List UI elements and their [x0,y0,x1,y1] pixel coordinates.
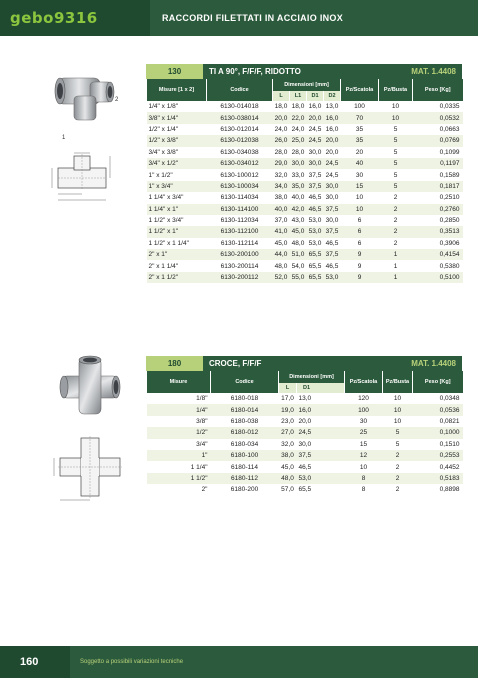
page-number: 160 [20,656,39,668]
table-cell: 5 [393,125,398,133]
table-cell: 37,0 [274,217,288,225]
table-cell: 6130-034038 [220,148,259,156]
table-cell: 43,0 [291,217,305,225]
table-row [147,124,463,135]
table-cell: 24,0 [291,125,305,133]
table-cell: 0,4154 [413,249,463,260]
table-cell: 38,0 [279,450,297,461]
table-cell: 6180-012 [211,427,279,438]
table-cell: 9 [357,262,362,270]
subcol-l1: L1 [290,91,307,101]
table-cell: 46,5 [308,194,322,202]
table-cell: 0,0348 [439,395,460,403]
table-cell: 10 [359,463,368,471]
table-cell: 2 [379,204,413,215]
page-title: RACCORDI FILETTATI IN ACCIAIO INOX [162,13,344,23]
table-cell: 37,5 [324,249,341,260]
table-cell: 35,0 [290,181,307,192]
table-cell: 57,0 [281,486,294,494]
table-row [147,404,463,415]
table-cell: 5 [395,440,400,448]
table-cell: 3/8" x 1/4" [147,112,207,123]
table-cell: 29,0 [273,158,290,169]
table-row [147,101,463,112]
table-cell: 0,5100 [413,272,463,283]
table-cell: 13,0 [298,395,312,403]
table-cell: 2 [393,194,398,202]
table-cell: 30 [359,417,368,425]
product-table-180 [146,371,463,496]
col-busta: Pz/Busta [383,371,413,393]
table-cell: 53,0 [297,473,345,484]
table-cell: 37,5 [297,450,345,461]
table-cell: 5 [393,171,398,179]
table-cell: 1 [393,262,398,270]
col-scatola: Pz/Scatola [341,79,379,101]
table-cell: 5 [393,148,398,156]
table-cell: 53,0 [324,272,341,283]
table-cell: 25,0 [290,135,307,146]
table-cell: 33,0 [291,171,305,179]
product-code: 180 [167,359,182,368]
table-cell: 65,5 [307,272,324,283]
table-cell: 30,0 [307,158,324,169]
table-cell: 46,5 [298,463,312,471]
table-cell: 28,0 [291,148,305,156]
table-cell: 6130-034012 [207,158,273,169]
table-cell: 70 [341,112,379,123]
table-cell: 0,0536 [413,404,463,415]
table-cell: 20,0 [325,148,339,156]
col-scatola: Pz/Scatola [345,371,383,393]
table-cell: 1/4" x 1/8" [148,103,179,111]
table-cell: 24,5 [308,125,322,133]
table-cell: 65,5 [308,262,322,270]
table-cell: 0,8898 [439,486,460,494]
table-cell: 26,0 [273,135,290,146]
col-codice: Codice [211,371,279,393]
table-cell: 6 [357,217,362,225]
table-cell: 1 1/4" [190,463,208,471]
table-cell: 5 [379,135,413,146]
table-cell: 1/8" [196,395,208,403]
table-cell: 3/4" x 1/2" [147,158,207,169]
table-row [147,450,463,461]
product-code: 130 [167,67,182,76]
table-cell: 1/2" [147,427,211,438]
col-misure: Misure [147,371,211,393]
section-title-bar [146,356,462,371]
table-cell: 17,0 [281,395,294,403]
subcol-d1: D1 [307,91,324,101]
table-row [147,260,463,271]
table-row [147,215,463,226]
table-row [147,238,463,249]
section-title-bar [146,64,462,79]
table-cell: 45,0 [281,463,294,471]
table-cell: 100 [345,404,383,415]
table-cell: 1 1/4" x 1" [147,204,207,215]
table-cell: 2 [383,473,413,484]
table-cell: 6180-034 [230,440,259,448]
logo-box [0,0,150,36]
table-cell: 6 [341,226,379,237]
table-row [147,147,463,158]
table-cell: 16,0 [297,404,345,415]
table-cell: 53,0 [307,226,324,237]
table-cell: 2 [395,463,400,471]
table-cell: 37,5 [307,181,324,192]
table-cell: 37,5 [324,204,341,215]
table-cell: 6130-112114 [220,239,259,247]
table-cell: 23,0 [281,417,294,425]
table-cell: 100 [354,103,365,111]
table-cell: 0,1817 [413,181,463,192]
col-misure: Misure [1 x 2] [147,79,207,101]
table-row [147,461,463,472]
tee-drawing [48,150,118,220]
product-name: TI A 90°, F/F/F, RIDOTTO [203,64,462,79]
table-cell: 6130-100012 [220,171,259,179]
table-cell: 46,5 [325,262,339,270]
table-cell: 10 [393,417,402,425]
table-cell: 0,1589 [439,171,460,179]
table-cell: 0,1510 [439,440,460,448]
table-cell: 8 [345,473,383,484]
table-cell: 55,0 [290,272,307,283]
table-cell: 10 [341,204,379,215]
material-label: MAT. 1.4408 [411,67,456,76]
table-cell: 8 [361,486,366,494]
table-cell: 0,2510 [439,194,460,202]
table-row [147,473,463,484]
table-cell: 0,1000 [413,427,463,438]
subcol-d2: D2 [324,91,341,101]
table-cell: 5 [379,181,413,192]
table-cell: 32,0 [274,171,288,179]
table-cell: 24,5 [324,158,341,169]
table-cell: 20,0 [298,417,312,425]
table-cell: 1 1/4" x 3/4" [148,194,184,202]
table-cell: 15 [359,440,368,448]
table-cell: 16,0 [308,103,322,111]
table-cell: 0,2850 [439,217,460,225]
table-row [147,439,463,450]
table-cell: 0,0532 [413,112,463,123]
table-cell: 28,0 [274,148,288,156]
table-cell: 1 [379,272,413,283]
table-cell: 2" x 1 1/2" [147,272,207,283]
table-cell: 6180-114 [231,463,258,471]
cross-drawing [50,432,130,502]
table-row [147,135,463,146]
table-cell: 40,0 [291,194,305,202]
table-row [147,272,463,283]
table-cell: 2 [395,486,400,494]
page-number-box [0,646,70,678]
table-cell: 24,0 [274,125,288,133]
table-cell: 0,1099 [439,148,460,156]
subcol-l: L [273,91,290,101]
table-row [147,158,463,169]
table-cell: 24,5 [297,427,345,438]
table-row [147,112,463,123]
table-cell: 6130-012038 [207,135,273,146]
table-cell: 0,3906 [439,239,460,247]
col-busta: Pz/Busta [379,79,413,101]
table-cell: 30,0 [298,440,312,448]
table-cell: 6180-100 [211,450,279,461]
table-cell: 2" x 1" [147,249,207,260]
table-cell: 65,5 [307,249,324,260]
table-cell: 6180-038 [230,417,259,425]
table-cell: 1 1/2" x 1" [147,226,207,237]
table-cell: 10 [391,103,400,111]
table-cell: 5 [379,158,413,169]
table-cell: 18,0 [274,103,288,111]
table-cell: 6130-200100 [207,249,273,260]
table-cell: 1 1/2" [147,473,211,484]
table-cell: 37,5 [324,226,341,237]
table-cell: 40 [341,158,379,169]
table-cell: 54,0 [291,262,305,270]
table-cell: 6130-100034 [207,181,273,192]
product-table-130 [146,79,463,283]
table-cell: 120 [358,395,369,403]
table-cell: 18,0 [291,103,305,111]
table-cell: 22,0 [290,112,307,123]
table-cell: 9 [341,272,379,283]
footer-note: Soggetto a possibili variazioni tecniche [80,659,184,665]
table-row [147,416,463,427]
table-cell: 48,0 [279,473,297,484]
table-cell: 44,0 [273,249,290,260]
table-cell: 9 [341,249,379,260]
section-130 [146,64,462,283]
table-cell: 6130-114100 [207,204,273,215]
figure-label-2: 2 [115,97,119,103]
table-cell: 30,0 [290,158,307,169]
table-cell: 2 [383,450,413,461]
table-cell: 6130-114034 [220,194,259,202]
table-cell: 1" x 1/2" [148,171,173,179]
table-cell: 5 [383,427,413,438]
table-cell: 0,5380 [439,262,460,270]
table-cell: 3/4" [196,440,208,448]
table-cell: 0,3513 [413,226,463,237]
table-cell: 45,0 [290,226,307,237]
col-peso: Peso [Kg] [413,79,463,101]
table-cell: 6180-112 [211,473,279,484]
col-peso: Peso [Kg] [413,371,463,393]
col-dimensioni: Dimensioni [mm] [279,371,345,383]
table-cell: 10 [393,395,402,403]
table-cell: 1/2" x 1/4" [148,125,179,133]
material-label: MAT. 1.4408 [411,359,456,368]
table-cell: 6 [357,239,362,247]
table-cell: 40,0 [273,204,290,215]
table-cell: 46,5 [307,204,324,215]
table-cell: 20 [355,148,364,156]
col-dimensioni: Dimensioni [mm] [273,79,341,91]
table-cell: 53,0 [308,217,322,225]
table-cell: 6130-112100 [207,226,273,237]
table-cell: 1/4" [147,404,211,415]
page-footer [0,646,478,678]
table-cell: 27,0 [279,427,297,438]
table-cell: 30 [355,171,364,179]
table-cell: 1 1/2" x 1 1/4" [148,239,189,247]
table-cell: 0,4452 [439,463,460,471]
table-cell: 2 [393,239,398,247]
table-cell: 20,0 [324,135,341,146]
table-cell: 3/8" [196,417,208,425]
table-cell: 19,0 [279,404,297,415]
table-cell: 10 [355,194,364,202]
table-cell: 2 [393,217,398,225]
table-cell: 35 [355,125,364,133]
table-cell: 46,5 [325,239,339,247]
table-cell: 30,0 [325,194,339,202]
table-cell: 6180-200 [230,486,259,494]
table-cell: 0,2553 [413,450,463,461]
table-cell: 6130-200114 [220,262,259,270]
table-cell: 48,0 [274,262,288,270]
table-cell: 6180-018 [230,395,259,403]
table-cell: 1 [379,249,413,260]
table-cell: 1/2" x 3/8" [147,135,207,146]
figure-label-1: 1 [62,135,66,141]
table-cell: 6130-112034 [220,217,259,225]
table-cell: 30,0 [308,148,322,156]
table-cell: 6130-200112 [207,272,273,283]
table-cell: 24,5 [307,135,324,146]
table-cell: 32,0 [281,440,294,448]
table-cell: 2 [379,226,413,237]
product-name: CROCE, F/F/F [203,356,462,371]
table-cell: 0,2760 [413,204,463,215]
table-cell: 20,0 [307,112,324,123]
table-cell: 53,0 [308,239,322,247]
table-cell: 6130-014018 [220,103,259,111]
table-row [147,427,463,438]
table-cell: 12 [345,450,383,461]
table-row [147,249,463,260]
table-cell: 42,0 [290,204,307,215]
table-row [147,169,463,180]
table-cell: 0,0335 [439,103,460,111]
table-cell: 2" x 1 1/4" [148,262,179,270]
table-cell: 30,0 [324,181,341,192]
table-cell: 10 [383,404,413,415]
table-cell: 10 [379,112,413,123]
table-cell: 0,0663 [439,125,460,133]
table-cell: 0,1197 [413,158,463,169]
table-row [147,192,463,203]
table-cell: 20,0 [273,112,290,123]
table-cell: 16,0 [324,112,341,123]
table-cell: 52,0 [273,272,290,283]
table-cell: 0,5183 [413,473,463,484]
table-row [147,204,463,215]
table-cell: 0,0769 [413,135,463,146]
section-180 [146,356,462,496]
cross-photo [50,350,130,422]
table-row [147,393,463,404]
table-cell: 1" x 3/4" [147,181,207,192]
table-cell: 48,0 [291,239,305,247]
table-cell: 37,5 [308,171,322,179]
table-cell: 51,0 [290,249,307,260]
table-cell: 24,5 [325,171,339,179]
table-cell: 1 1/2" x 3/4" [148,217,184,225]
table-cell: 34,0 [273,181,290,192]
table-row [147,226,463,237]
table-cell: 2" [201,486,208,494]
table-cell: 13,0 [325,103,339,111]
table-cell: 30,0 [325,217,339,225]
table-cell: 45,0 [274,239,288,247]
table-row [147,181,463,192]
table-cell: 16,0 [325,125,339,133]
subcol-d1: D1 [297,383,345,393]
table-cell: 25 [345,427,383,438]
tee-photo [50,60,120,130]
table-cell: 3/4" x 3/8" [148,148,179,156]
page-header [0,0,478,36]
col-codice: Codice [207,79,273,101]
table-row [147,484,463,495]
table-cell: 15 [341,181,379,192]
table-cell: 38,0 [274,194,288,202]
table-cell: 6130-012014 [220,125,259,133]
table-cell: 1" [147,450,211,461]
table-cell: 6180-014 [211,404,279,415]
table-cell: 6130-038014 [207,112,273,123]
table-cell: 65,5 [298,486,312,494]
subcol-l: L [279,383,297,393]
table-cell: 0,0821 [439,417,460,425]
table-cell: 41,0 [273,226,290,237]
table-cell: 35 [341,135,379,146]
brand-logo: gebo9316 [10,9,98,27]
